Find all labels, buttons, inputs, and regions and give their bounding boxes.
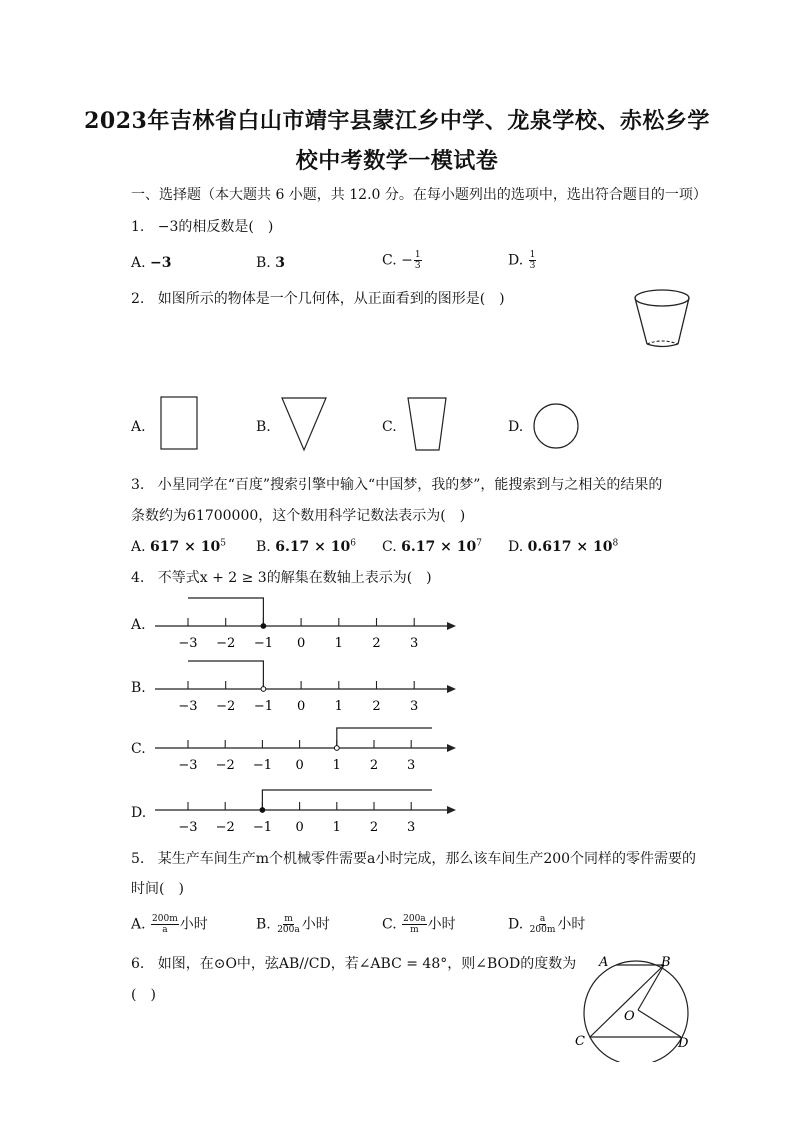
option-label: C. [382,252,397,269]
question-text-line1: 如图，在⊙O中，弦AB//CD，若∠ABC = 48°，则∠BOD的度数为 [157,956,577,972]
tick-label: −1 [252,820,272,835]
q2-option-d[interactable]: D. [508,419,524,435]
fraction-numerator: 1 [414,250,421,260]
fraction [402,914,427,935]
q5-option-c[interactable] [382,914,456,935]
unit-label: 小时 [427,916,456,933]
q3-option-c[interactable] [382,538,482,556]
unit-label: 小时 [179,916,208,933]
question-number: 6. [131,956,145,972]
fraction-numerator: a [539,914,546,924]
option-value: −3 [150,255,172,271]
section-heading: 一、选择题（本大题共 6 小题，共 12.0 分。在每小题列出的选项中，选出符合题目的一项） [131,187,707,203]
number-line-a [150,596,470,656]
tick-label: 0 [295,820,304,835]
tick-label: 0 [295,758,304,773]
trapezoid-shape [406,396,450,452]
axis-arrow [447,685,456,693]
fraction-denominator: 3 [414,261,421,271]
fraction [276,914,301,935]
q1-option-b[interactable] [256,254,285,272]
q1-option-c[interactable] [382,250,423,271]
endpoint-dot [261,624,266,629]
fraction-denominator: 200m [529,925,556,935]
q1-option-d[interactable] [508,250,537,271]
q2-option-c[interactable]: C. [382,419,397,435]
fraction-denominator: 3 [529,261,536,271]
tick-label: −1 [253,636,273,651]
q5-option-d[interactable] [508,914,585,935]
option-label: D. [508,916,524,933]
question-text: 如图所示的物体是一个几何体，从正面看到的图形是( ) [157,291,505,307]
fraction-numerator: 200a [403,914,426,924]
option-exponent: 6 [350,538,356,549]
question-1 [131,218,273,236]
question-5 [131,850,696,868]
axis-arrow [447,806,456,814]
q2-option-a[interactable]: A. [131,419,146,435]
q3-option-a[interactable] [131,538,226,556]
tick-label: 2 [369,820,379,835]
axis-arrow [447,744,456,752]
option-exponent: 8 [612,538,619,549]
question-text-line2: 时间( ) [131,881,184,897]
q4-option-a[interactable]: A. [131,617,146,633]
tick-label: 3 [407,758,416,773]
tick-label: −3 [178,820,198,835]
inverted-triangle-shape [280,396,330,452]
option-label: B. [256,539,271,555]
option-label: D. [508,539,524,555]
endpoint-dot [334,746,339,751]
option-label: A. [131,539,146,555]
question-2 [131,290,505,308]
cup-solid-figure [628,286,698,356]
question-4 [131,569,432,587]
q4-option-c[interactable]: C. [131,741,146,757]
question-text-line1: 某生产车间生产m个机械零件需要a小时完成，那么该车间生产200个同样的零件需要的 [157,851,697,867]
fraction-denominator: m [410,925,419,935]
q3-option-d[interactable] [508,538,618,556]
question-text: 不等式x + 2 ≥ 3的解集在数轴上表示为( ) [157,570,432,586]
option-sign: − [401,252,413,269]
option-value: 3 [275,255,285,271]
circle-shape [532,402,580,450]
number-line-c [150,720,470,780]
q1-option-a[interactable] [131,254,172,272]
solution-set-bracket [262,790,432,810]
option-label: B. [256,916,271,933]
tick-label: 3 [410,699,419,714]
q4-option-d[interactable]: D. [131,805,147,821]
fraction-numerator: 1 [529,250,536,260]
rectangle-shape [160,396,200,452]
tick-label: −1 [253,699,273,714]
q3-option-b[interactable] [256,538,356,556]
tick-label: 2 [372,699,381,714]
point-label-o: O [624,1009,635,1024]
point-label-c: C [575,1034,585,1049]
fraction [529,914,557,935]
tick-label: −3 [178,636,198,651]
option-label: C. [382,916,397,933]
fraction [529,250,537,271]
number-line-d [150,782,470,842]
tick-label: 1 [332,758,341,773]
option-label: C. [382,539,397,555]
question-text: −3的相反数是( ) [157,219,274,235]
question-6 [131,955,576,973]
option-exponent: 7 [476,538,482,549]
tick-label: 1 [334,699,343,714]
tick-label: −2 [216,699,236,714]
tick-label: 2 [372,636,381,651]
tick-label: −1 [252,758,272,773]
unit-label: 小时 [557,916,586,933]
tick-label: −2 [216,636,236,651]
question-text-line2: 条数约为61700000，这个数用科学记数法表示为( ) [131,508,466,524]
point-label-b: B [661,955,671,970]
option-base: 6.17 × 10 [401,539,477,555]
option-base: 0.617 × 10 [527,539,613,555]
q2-option-b[interactable]: B. [256,419,271,435]
tick-label: 0 [296,636,306,651]
page-title-line1: 2023年吉林省白山市靖宇县蒙江乡中学、龙泉学校、赤松乡学 [84,108,710,134]
fraction-denominator: a [162,925,168,935]
unit-label: 小时 [301,916,330,933]
tick-label: 3 [407,820,416,835]
question-3 [131,476,662,494]
endpoint-dot [261,687,266,692]
option-label: B. [256,255,271,271]
question-text-line2: ( ) [131,987,156,1003]
question-number: 3. [131,477,145,493]
fraction-denominator: 200a [277,925,300,935]
q4-option-b[interactable]: B. [131,680,146,696]
q5-option-b[interactable] [256,914,330,935]
fraction [151,914,179,935]
option-base: 617 × 10 [150,539,221,555]
option-label: A. [131,255,146,271]
tick-label: −3 [178,699,198,714]
tick-label: 2 [369,758,379,773]
option-exponent: 5 [220,538,226,549]
question-number: 5. [131,851,145,867]
tick-label: −2 [215,820,235,835]
page-title-line2: 校中考数学一模试卷 [295,148,499,174]
tick-label: 3 [410,636,419,651]
solution-set-bracket [337,728,432,748]
fraction-numerator: 200m [152,914,178,924]
tick-label: 1 [334,636,343,651]
tick-label: 1 [332,820,341,835]
point-label-d: D [678,1036,689,1051]
endpoint-dot [260,808,265,813]
question-number: 2. [131,291,145,307]
option-label: D. [508,252,524,269]
question-number: 1. [131,219,145,235]
option-base: 6.17 × 10 [275,539,351,555]
point-label-a: A [599,955,609,970]
tick-label: −2 [215,758,235,773]
tick-label: −3 [178,758,198,773]
fraction [414,250,422,271]
question-number: 4. [131,570,145,586]
q5-option-a[interactable] [131,914,208,935]
axis-arrow [447,622,456,630]
option-label: A. [131,916,146,933]
tick-label: 0 [296,699,306,714]
number-line-b [150,659,470,719]
fraction-numerator: m [284,914,293,924]
question-text-line1: 小星同学在“百度”搜索引擎中输入“中国梦，我的梦”，能搜索到与之相关的结果的 [157,477,663,493]
circle-chord-figure [568,950,708,1062]
